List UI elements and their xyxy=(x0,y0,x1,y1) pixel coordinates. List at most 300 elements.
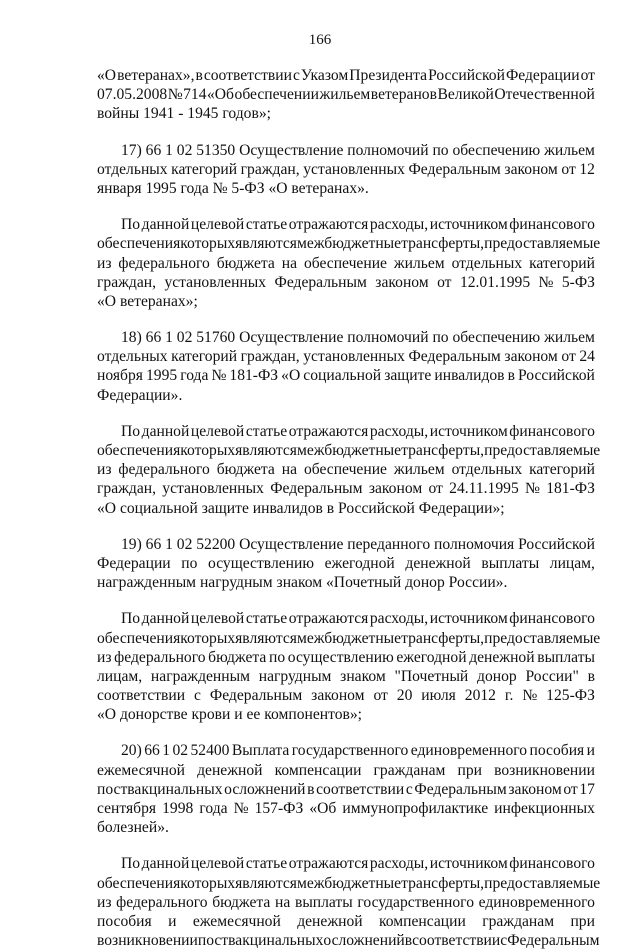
word: выплаты xyxy=(537,648,595,666)
word: законом xyxy=(375,273,429,291)
paragraph-gap xyxy=(97,124,595,141)
word: федерального xyxy=(118,254,210,272)
word: предоставляемые xyxy=(484,235,601,253)
word: в xyxy=(195,67,203,84)
paragraph-gap xyxy=(97,837,595,854)
word: трансферты, xyxy=(401,874,485,892)
paragraph xyxy=(97,328,595,405)
word: июля xyxy=(421,687,456,705)
word: 02 xyxy=(172,742,189,760)
word: Отечественной xyxy=(494,86,595,104)
paragraph-gap xyxy=(97,592,595,609)
page-number: 166 xyxy=(308,32,332,48)
text-line xyxy=(97,85,595,104)
text-line xyxy=(97,273,595,292)
word: отдельных xyxy=(451,461,523,479)
paragraph-gap xyxy=(97,405,595,422)
word: Осуществление xyxy=(239,329,344,347)
word: выплаты xyxy=(294,893,353,911)
text-line xyxy=(97,686,595,705)
word: предоставляемые xyxy=(484,442,601,459)
word: которых xyxy=(180,874,236,892)
word: 07.05.2008 xyxy=(97,86,168,104)
word: «Об xyxy=(207,86,234,104)
word: обеспечение xyxy=(303,461,387,479)
word: целевой xyxy=(190,216,245,234)
word: обеспечении xyxy=(234,86,319,104)
text-line xyxy=(97,799,595,818)
word: которых xyxy=(180,235,236,253)
text-line xyxy=(97,141,595,160)
word: законом xyxy=(504,160,558,178)
word: 1995 xyxy=(145,367,178,385)
word: Президента xyxy=(349,67,428,84)
word: № xyxy=(167,86,183,104)
word: законом xyxy=(504,348,558,366)
word: осложнений xyxy=(224,780,306,798)
word: расходы, xyxy=(369,855,429,873)
word: целевой xyxy=(190,422,245,440)
text-line xyxy=(97,874,601,893)
word: осуществлению xyxy=(208,554,314,572)
text-line xyxy=(97,460,595,479)
word: ежегодной xyxy=(324,554,395,572)
text-line xyxy=(97,741,595,760)
word: № xyxy=(522,687,538,705)
word: граждан, xyxy=(97,273,156,291)
text-line xyxy=(97,912,595,931)
text-line xyxy=(97,761,595,780)
word: возникновении xyxy=(97,932,198,950)
word: Российской xyxy=(518,367,595,385)
word: иммунопрофилактике xyxy=(342,800,489,817)
word: бюджета xyxy=(216,254,275,272)
word: соответствии xyxy=(412,932,501,950)
word: от xyxy=(561,348,576,366)
word: соответствии xyxy=(316,780,405,798)
word: из xyxy=(97,648,112,666)
word: от xyxy=(437,273,452,291)
word: Федерации xyxy=(97,554,171,572)
word: Федеральным xyxy=(414,780,507,798)
word: ветеранах», xyxy=(117,67,195,84)
word: 1998 xyxy=(162,800,194,817)
word: 20 xyxy=(396,687,413,705)
word: обеспечению xyxy=(452,141,541,159)
word: соответствии xyxy=(97,687,186,705)
word: законом xyxy=(368,480,423,498)
text-line xyxy=(97,931,600,950)
word: финансового xyxy=(509,422,595,440)
word: жильем xyxy=(393,461,445,479)
word: на xyxy=(281,461,298,479)
word: 24 xyxy=(579,348,595,366)
word: и xyxy=(586,742,595,760)
word: источником xyxy=(429,855,508,873)
word: донор xyxy=(477,667,517,685)
paragraph xyxy=(97,854,601,950)
word: осуществлению xyxy=(287,648,394,666)
word: денежной xyxy=(297,912,363,930)
word: денежной xyxy=(469,648,535,666)
word: в xyxy=(307,780,315,798)
word: с xyxy=(405,780,413,798)
word: знаком xyxy=(340,667,386,685)
word: поствакцинальных xyxy=(97,780,223,798)
word: федерального xyxy=(116,893,208,911)
word: жильем xyxy=(544,141,595,159)
word: Федеральным xyxy=(209,687,303,705)
word: из xyxy=(97,461,112,479)
word: 714 xyxy=(183,86,207,104)
word: трансферты, xyxy=(401,442,485,459)
word: от xyxy=(373,687,388,705)
word: отдельных xyxy=(97,348,168,366)
word: г. xyxy=(504,687,514,705)
word: «О xyxy=(97,67,117,84)
text-line: января 1995 года № 5-ФЗ «О ветеранах». xyxy=(97,179,369,197)
word: жильем xyxy=(319,86,371,104)
word: обеспечения xyxy=(97,874,181,892)
paragraph xyxy=(97,141,595,199)
text-line: «О донорстве крови и ее компонентов»; xyxy=(97,706,363,724)
word: в xyxy=(507,367,515,385)
word: переданного xyxy=(347,535,431,553)
text-line xyxy=(97,479,595,498)
word: обеспечения xyxy=(97,442,181,459)
text-line xyxy=(97,215,595,234)
word: от xyxy=(561,160,576,178)
word: «О xyxy=(281,367,301,385)
word: бюджета xyxy=(216,461,275,479)
text-line xyxy=(97,893,595,912)
word: 1 xyxy=(162,742,171,760)
text-line xyxy=(97,780,595,799)
word: данной xyxy=(141,422,190,440)
word: 181-ФЗ xyxy=(546,480,595,498)
word: с xyxy=(194,687,201,705)
word: ноября xyxy=(97,367,143,385)
word: межбюджетные xyxy=(296,235,402,253)
word: 2012 xyxy=(464,687,496,705)
word: Выплата xyxy=(231,742,290,760)
word: государственного xyxy=(291,742,409,760)
text-line xyxy=(97,554,595,573)
paragraph xyxy=(97,215,601,311)
word: По xyxy=(121,610,141,628)
word: отдельных xyxy=(451,254,523,272)
word: полномочия xyxy=(434,535,515,553)
word: установленных xyxy=(164,273,267,291)
word: 5-ФЗ xyxy=(561,273,595,291)
word: соответствии xyxy=(203,67,292,84)
text-line xyxy=(97,609,595,628)
text-line: Федерации». xyxy=(97,386,183,404)
word: инфекционных xyxy=(494,800,595,817)
word: которых xyxy=(180,629,236,647)
word: по xyxy=(432,141,449,159)
word: государственного xyxy=(357,893,474,911)
paragraph-gap xyxy=(97,724,595,741)
word: ежегодной xyxy=(396,648,467,666)
word: установленных xyxy=(303,348,405,366)
word: 02 xyxy=(176,141,193,159)
word: 1 xyxy=(165,329,173,347)
paragraph xyxy=(97,741,595,837)
word: финансового xyxy=(509,855,595,873)
text-line xyxy=(97,854,595,873)
word: пособия xyxy=(529,742,585,760)
word: гражданам xyxy=(373,761,446,779)
word: Российской xyxy=(428,67,505,84)
word: источником xyxy=(429,422,508,440)
word: категорий xyxy=(529,254,595,272)
word: 181-ФЗ xyxy=(229,367,279,385)
word: гражданам xyxy=(482,912,555,930)
word: из xyxy=(97,254,112,272)
text-line xyxy=(97,254,595,273)
text-line xyxy=(97,535,595,554)
word: 1 xyxy=(165,535,173,553)
text-line xyxy=(97,347,595,366)
word: ежемесячной xyxy=(97,761,186,779)
word: являются xyxy=(235,442,297,459)
word: на xyxy=(275,893,291,911)
word: сентября xyxy=(97,800,157,817)
word: «Об xyxy=(309,800,337,817)
word: России" xyxy=(525,667,579,685)
word: Федерации xyxy=(505,67,580,84)
text-line: «О ветеранах»; xyxy=(97,292,198,310)
word: статье xyxy=(245,422,288,440)
word: с xyxy=(500,932,508,950)
word: полномочий xyxy=(347,141,429,159)
word: жильем xyxy=(544,329,595,347)
word: 66 xyxy=(145,329,162,347)
word: категорий xyxy=(171,160,238,178)
word: отдельных xyxy=(97,160,168,178)
word: источником xyxy=(429,216,508,234)
paragraph xyxy=(97,609,601,724)
word: которых xyxy=(180,442,236,459)
word: 02 xyxy=(176,535,193,553)
word: являются xyxy=(235,629,297,647)
paragraph-gap xyxy=(97,518,595,535)
word: бюджета xyxy=(212,893,271,911)
word: данной xyxy=(141,855,190,873)
word: осложнений xyxy=(323,932,405,950)
word: полномочий xyxy=(347,329,429,347)
word: статье xyxy=(245,216,288,234)
word: на xyxy=(281,254,298,272)
word: поствакцинальных xyxy=(197,932,324,950)
word: по xyxy=(181,554,198,572)
word: отражаются xyxy=(288,855,369,873)
word: награжденным xyxy=(150,667,250,685)
word: пособия xyxy=(97,912,152,930)
word: межбюджетные xyxy=(296,874,402,892)
word: по xyxy=(268,648,286,666)
word: расходы, xyxy=(369,610,429,628)
word: 52200 xyxy=(196,535,236,553)
word: 24.11.1995 xyxy=(449,480,519,498)
word: расходы, xyxy=(369,422,429,440)
word: установленных xyxy=(162,480,264,498)
word: 51350 xyxy=(196,141,236,159)
word: статье xyxy=(245,855,288,873)
word: По xyxy=(121,422,141,440)
word: обеспечения xyxy=(97,235,181,253)
text-line xyxy=(97,160,595,179)
word: инвалидов xyxy=(434,367,505,385)
word: расходы, xyxy=(369,216,429,234)
word: статье xyxy=(245,610,288,628)
word: 52400 xyxy=(190,742,230,760)
word: 12.01.1995 xyxy=(459,273,531,291)
text-line xyxy=(97,441,601,460)
word: Федеральным xyxy=(274,273,367,291)
word: компенсации xyxy=(274,761,362,779)
word: категорий xyxy=(529,461,595,479)
word: 125-ФЗ xyxy=(546,687,595,705)
word: бюджета xyxy=(208,648,267,666)
word: возникновении xyxy=(494,761,595,779)
word: целевой xyxy=(190,855,245,873)
word: 20) xyxy=(121,742,142,760)
text-line: награжденным нагрудным знаком «Почетный донор России». xyxy=(97,574,508,592)
paragraph-gap xyxy=(97,311,595,328)
text-line xyxy=(97,366,595,385)
word: № xyxy=(233,800,249,817)
word: от xyxy=(580,67,595,84)
text-line: болезней». xyxy=(97,819,169,837)
word: Федеральным xyxy=(408,348,501,366)
word: являются xyxy=(235,235,297,253)
word: Федеральным xyxy=(270,480,363,498)
word: данной xyxy=(141,610,190,628)
paragraph xyxy=(97,535,595,593)
word: Федеральным xyxy=(408,160,501,178)
word: являются xyxy=(235,874,297,892)
word: финансового xyxy=(509,610,595,628)
word: целевой xyxy=(190,610,245,628)
text-line xyxy=(97,422,595,441)
text-line: войны 1941 - 1945 годов»; xyxy=(97,105,271,123)
text-line xyxy=(97,629,601,648)
word: предоставляемые xyxy=(484,629,601,647)
word: 17 xyxy=(579,780,595,798)
word: "Почетный xyxy=(394,667,469,685)
word: отражаются xyxy=(288,610,369,628)
word: 157-ФЗ xyxy=(254,800,304,817)
word: 66 xyxy=(145,535,162,553)
word: данной xyxy=(141,216,190,234)
word: законом xyxy=(311,687,365,705)
word: федерального xyxy=(118,461,210,479)
text-line xyxy=(97,66,595,85)
word: По xyxy=(121,216,141,234)
word: категорий xyxy=(171,348,238,366)
word: жильем xyxy=(393,254,445,272)
word: Великой xyxy=(437,86,494,104)
word: выплаты xyxy=(481,554,540,572)
word: № xyxy=(538,273,554,291)
word: граждан, xyxy=(240,348,300,366)
word: установленных xyxy=(303,160,405,178)
word: Осуществление xyxy=(239,535,344,553)
word: межбюджетные xyxy=(296,629,402,647)
word: 66 xyxy=(144,742,160,760)
word: лицам, xyxy=(549,554,595,572)
word: 02 xyxy=(176,329,193,347)
word: трансферты, xyxy=(401,629,485,647)
word: 18) xyxy=(121,329,142,347)
word: и xyxy=(168,912,177,930)
paragraph xyxy=(97,66,595,124)
word: нагрудным xyxy=(258,667,332,685)
word: граждан, xyxy=(97,480,156,498)
word: защите xyxy=(384,367,432,385)
word: Российской xyxy=(518,535,595,553)
word: трансферты, xyxy=(401,235,485,253)
word: ежемесячной xyxy=(192,912,281,930)
word: финансового xyxy=(509,216,595,234)
text-line xyxy=(97,328,595,347)
word: единовременного xyxy=(478,893,595,911)
word: 17) xyxy=(121,141,142,159)
word: года xyxy=(199,800,228,817)
paragraph-gap xyxy=(97,198,595,215)
word: с xyxy=(292,67,300,84)
word: 66 xyxy=(145,141,162,159)
word: 19) xyxy=(121,535,142,553)
word: лицам, xyxy=(97,667,143,685)
word: компенсации xyxy=(378,912,466,930)
word: единовременного xyxy=(410,742,528,760)
word: от xyxy=(428,480,443,498)
word: денежной xyxy=(197,761,263,779)
word: № xyxy=(525,480,540,498)
document-body xyxy=(97,66,601,950)
word: ветеранов xyxy=(370,86,437,104)
text-line xyxy=(97,234,601,253)
word: отражаются xyxy=(288,216,369,234)
word: 12 xyxy=(579,160,595,178)
word: № xyxy=(211,367,227,385)
word: года xyxy=(180,367,209,385)
word: обеспечения xyxy=(97,629,181,647)
word: в xyxy=(587,667,595,685)
word: при xyxy=(457,761,483,779)
text-line: «О социальной защите инвалидов в Российской Федерации»; xyxy=(97,499,505,517)
word: денежной xyxy=(405,554,471,572)
word: обеспечению xyxy=(452,329,541,347)
word: социальной xyxy=(303,367,382,385)
word: в xyxy=(404,932,413,950)
word: от xyxy=(563,780,578,798)
word: Федеральным xyxy=(507,932,600,950)
word: 51760 xyxy=(196,329,236,347)
word: отражаются xyxy=(288,422,369,440)
word: законом xyxy=(508,780,562,798)
word: межбюджетные xyxy=(296,442,402,459)
word: обеспечение xyxy=(303,254,387,272)
word: Осуществление xyxy=(239,141,344,159)
text-line xyxy=(97,648,595,667)
word: граждан, xyxy=(240,160,300,178)
word: По xyxy=(121,855,141,873)
word: предоставляемые xyxy=(484,874,601,892)
